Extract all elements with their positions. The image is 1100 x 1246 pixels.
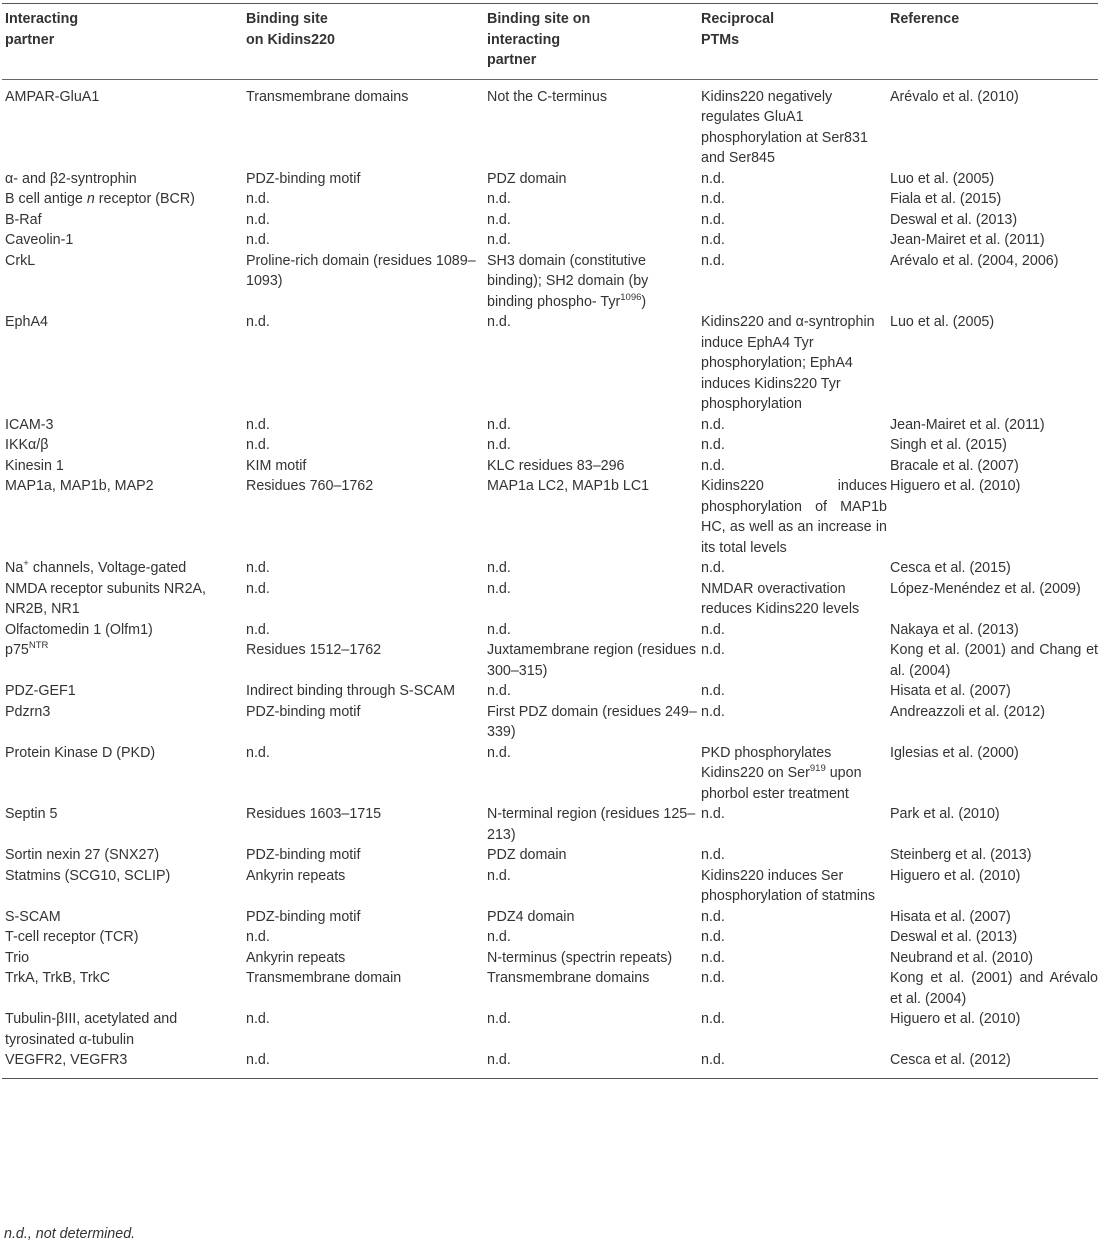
cell-site-kidins: n.d. (243, 1050, 484, 1078)
cell-site-partner: KLC residues 83–296 (487, 457, 625, 474)
cell-site-kidins: PDZ-binding motif (246, 908, 361, 925)
cell-ptm: n.d. (701, 252, 725, 269)
cell-site-partner: N-terminus (spectrin repeats) (487, 949, 673, 966)
cell-site-kidins: Residues 1512–1762 (246, 642, 382, 658)
table-row (2, 1050, 1098, 1078)
header-row (2, 4, 1098, 80)
cell-site-kidins: n.d. (246, 560, 270, 576)
cell-reference: Deswal et al. (2013) (890, 929, 1018, 945)
cell-ptm: n.d. (701, 683, 725, 699)
interaction-table (2, 3, 1098, 1079)
table-header (2, 4, 1098, 80)
interaction-table-container (2, 3, 1098, 1079)
cell-site-kidins: n.d. (246, 621, 270, 638)
cell-reference: Arévalo et al. (2010) (890, 88, 1019, 105)
table-row (2, 476, 1098, 558)
cell-site-kidins: n.d. (246, 232, 270, 248)
cell-site-partner: n.d. (487, 683, 511, 699)
cell-site-kidins: Proline-rich domain (residues 1089–1093) (246, 252, 476, 289)
cell-partner: Caveolin-1 (5, 232, 74, 248)
cell-reference: Kong et al. (2001) and Chang et al. (2004) (890, 642, 1098, 679)
table-footnote: n.d., not determined. (4, 1226, 136, 1242)
cell-site-kidins: PDZ-binding motif (246, 170, 361, 187)
header-binding-site-partner: Binding site on interacting partner (484, 4, 698, 80)
header-interacting-partner: Interacting partner (2, 4, 243, 80)
cell-ptm: n.d. (701, 847, 725, 863)
cell-site-partner: PDZ domain (487, 170, 567, 187)
cell-site-partner: n.d. (487, 416, 511, 433)
cell-site-partner: MAP1a LC2, MAP1b LC1 (487, 478, 650, 494)
cell-site-partner: N-terminal region (residues 125–213) (487, 806, 696, 843)
cell-partner: Trio (5, 949, 30, 966)
table-row (2, 579, 1098, 620)
cell-reference: Fiala et al. (2015) (890, 191, 1002, 207)
cell-ptm: Kidins220 induces Ser phosphorylation of statmins (701, 867, 876, 904)
table-row (2, 927, 1098, 948)
cell-site-kidins: PDZ-binding motif (246, 703, 361, 720)
cell-reference: Nakaya et al. (2013) (890, 621, 1019, 638)
cell-ptm: n.d. (701, 1011, 725, 1027)
cell-site-partner: n.d. (487, 211, 511, 228)
cell-site-kidins: Ankyrin repeats (246, 949, 346, 966)
cell-ptm: n.d. (701, 211, 725, 228)
cell-ptm: n.d. (701, 806, 725, 822)
cell-site-partner: n.d. (487, 1011, 511, 1027)
cell-reference: López-Menéndez et al. (2009) (890, 580, 1081, 597)
cell-reference: Deswal et al. (2013) (890, 211, 1018, 228)
table-row (2, 866, 1098, 907)
cell-partner: PDZ-GEF1 (5, 683, 76, 699)
cell-ptm: n.d. (701, 457, 725, 474)
cell-reference: Singh et al. (2015) (890, 437, 1007, 453)
cell-ptm: n.d. (701, 191, 725, 207)
cell-site-kidins: KIM motif (246, 457, 307, 474)
cell-partner: TrkA, TrkB, TrkC (5, 970, 111, 986)
cell-partner: B cell antige n receptor (BCR) (5, 191, 195, 207)
cell-site-partner: First PDZ domain (residues 249–339) (487, 703, 697, 740)
header-reference: Reference (887, 4, 1098, 80)
cell-site-partner: n.d. (487, 621, 511, 638)
cell-site-partner: SH3 domain (constitutive binding); SH2 domain (by binding phospho- Tyr$^{1096}$) (487, 252, 649, 310)
table-row (2, 251, 1098, 313)
cell-partner: CrkL (5, 252, 36, 269)
table-row (2, 948, 1098, 969)
table-row (2, 1009, 1098, 1050)
cell-site-kidins: n.d. (246, 580, 270, 597)
cell-reference: Hisata et al. (2007) (890, 908, 1011, 925)
cell-partner: Sortin nexin 27 (SNX27) (5, 847, 160, 863)
cell-partner: NMDA receptor subunits NR2A, NR2B, NR1 (5, 580, 207, 617)
table-row (2, 968, 1098, 1009)
table-row (2, 845, 1098, 866)
cell-partner: α- and β2-syntrophin (5, 170, 137, 187)
cell-partner: VEGFR2, VEGFR3 (2, 1050, 243, 1078)
header-reciprocal-ptms: Reciprocal PTMs (698, 4, 887, 80)
cell-reference: Kong et al. (2001) and Arévalo et al. (2004) (890, 970, 1098, 1007)
cell-ptm: Kidins220 negatively regulates GluA1 phosphorylation at Ser831 and Ser845 (701, 88, 868, 166)
cell-partner: IKKα/β (5, 437, 49, 453)
cell-site-partner: n.d. (487, 560, 511, 576)
cell-site-kidins: Indirect binding through S-SCAM (246, 683, 456, 699)
cell-site-kidins: Residues 1603–1715 (246, 806, 382, 822)
cell-site-partner: n.d. (487, 867, 511, 884)
table-row (2, 456, 1098, 477)
cell-ptm: n.d. (701, 949, 725, 966)
cell-site-partner: Not the C-terminus (487, 88, 607, 105)
table-row (2, 743, 1098, 805)
cell-site-kidins: n.d. (246, 314, 270, 330)
cell-ptm: n.d. (701, 437, 725, 453)
table-row (2, 435, 1098, 456)
cell-partner: Tubulin-βIII, acetylated and tyrosinated α-tubulin (5, 1011, 178, 1048)
cell-partner: ICAM-3 (5, 416, 54, 433)
cell-reference: Higuero et al. (2010) (890, 1011, 1021, 1027)
cell-ptm: n.d. (701, 232, 725, 248)
table-row (2, 79, 1098, 169)
cell-site-kidins: Residues 760–1762 (246, 478, 374, 494)
cell-reference: Neubrand et al. (2010) (890, 949, 1034, 966)
cell-site-kidins: n.d. (246, 437, 270, 453)
cell-partner: AMPAR-GluA1 (5, 88, 100, 105)
cell-ptm: n.d. (701, 170, 725, 187)
cell-reference: Luo et al. (2005) (890, 314, 995, 330)
cell-site-kidins: PDZ-binding motif (246, 847, 361, 863)
cell-ptm: n.d. (701, 703, 725, 720)
header-binding-site-kidins220: Binding site on Kidins220 (243, 4, 484, 80)
cell-ptm: n.d. (701, 929, 725, 945)
cell-site-kidins: n.d. (246, 929, 270, 945)
cell-partner: $p75^{NTR}$ (5, 640, 49, 658)
cell-partner: Pdzrn3 (5, 703, 51, 720)
table-row (2, 558, 1098, 579)
cell-ptm: n.d. (701, 416, 725, 433)
cell-site-partner: n.d. (484, 1050, 698, 1078)
cell-partner: MAP1a, MAP1b, MAP2 (5, 478, 154, 494)
cell-site-kidins: n.d. (246, 416, 270, 433)
cell-partner: B-Raf (5, 211, 42, 228)
cell-ptm: Kidins220 and α-syntrophin induce EphA4 Tyr phosphorylation; EphA4 induces Kidins220 Tyr phosphorylation (701, 314, 875, 412)
cell-reference: Jean-Mairet et al. (2011) (890, 416, 1045, 433)
cell-partner: Protein Kinase D (PKD) (5, 744, 156, 761)
cell-partner: Olfactomedin 1 (Olfm1) (5, 621, 153, 638)
cell-site-kidins: n.d. (246, 1011, 270, 1027)
cell-site-kidins: n.d. (246, 211, 270, 228)
cell-site-partner: n.d. (487, 314, 511, 330)
cell-reference: Cesca et al. (2015) (890, 560, 1011, 576)
table-body (2, 79, 1098, 1078)
cell-site-kidins: n.d. (246, 744, 270, 761)
table-row (2, 804, 1098, 845)
cell-ptm: NMDAR overactivation reduces Kidins220 levels (701, 580, 860, 617)
cell-site-partner: n.d. (487, 232, 511, 248)
cell-reference: Jean-Mairet et al. (2011) (890, 232, 1045, 248)
cell-ptm: n.d. (701, 642, 725, 658)
cell-reference: Arévalo et al. (2004, 2006) (890, 252, 1059, 269)
table-row (2, 210, 1098, 231)
cell-partner: Septin 5 (5, 806, 58, 822)
table-row (2, 189, 1098, 210)
cell-site-kidins: Transmembrane domain (246, 970, 402, 986)
cell-site-partner: PDZ domain (487, 847, 567, 863)
cell-reference: Luo et al. (2005) (890, 170, 995, 187)
cell-reference: Cesca et al. (2012) (887, 1050, 1098, 1078)
cell-site-partner: n.d. (487, 580, 511, 597)
cell-partner: EphA4 (5, 314, 48, 330)
cell-partner: Statmins (SCG10, SCLIP) (5, 867, 171, 884)
cell-reference: Steinberg et al. (2013) (890, 847, 1032, 863)
table-row (2, 640, 1098, 681)
cell-reference: Hisata et al. (2007) (890, 683, 1011, 699)
cell-site-partner: n.d. (487, 191, 511, 207)
cell-partner: S-SCAM (5, 908, 61, 925)
cell-reference: Higuero et al. (2010) (890, 478, 1021, 494)
table-row (2, 230, 1098, 251)
cell-ptm: n.d. (698, 1050, 887, 1078)
cell-ptm: n.d. (701, 560, 725, 576)
cell-partner: Na+ channels, Voltage-gated (5, 558, 187, 576)
cell-ptm: n.d. (701, 970, 725, 986)
cell-reference: Park et al. (2010) (890, 806, 1000, 822)
cell-site-partner: Transmembrane domains (487, 970, 650, 986)
cell-site-partner: n.d. (487, 929, 511, 945)
cell-ptm: Kidins220 induces phosphorylation of MAP1b HC, as well as an increase in its total levels (701, 478, 887, 556)
cell-reference: Iglesias et al. (2000) (890, 744, 1019, 761)
table-row (2, 415, 1098, 436)
table-row (2, 169, 1098, 190)
table-row (2, 620, 1098, 641)
cell-site-partner: PDZ4 domain (487, 908, 575, 925)
cell-site-partner: n.d. (487, 744, 511, 761)
cell-partner: Kinesin 1 (5, 457, 64, 474)
cell-reference: Bracale et al. (2007) (890, 457, 1019, 474)
cell-ptm: n.d. (701, 908, 725, 925)
cell-site-kidins: Transmembrane domains (246, 88, 409, 105)
cell-site-partner: Juxtamembrane region (residues 300–315) (487, 642, 696, 679)
cell-site-kidins: Ankyrin repeats (246, 867, 346, 884)
table-row (2, 907, 1098, 928)
table-row (2, 312, 1098, 415)
cell-partner: T-cell receptor (TCR) (5, 929, 139, 945)
table-row (2, 681, 1098, 702)
cell-reference: Higuero et al. (2010) (890, 867, 1021, 884)
cell-reference: Andreazzoli et al. (2012) (890, 703, 1045, 720)
cell-ptm: PKD phosphorylates Kidins220 on Ser$^{919}$ upon phorbol ester treatment (701, 744, 862, 802)
cell-ptm: n.d. (701, 621, 725, 638)
cell-site-partner: n.d. (487, 437, 511, 453)
cell-site-kidins: n.d. (246, 191, 270, 207)
table-row (2, 702, 1098, 743)
